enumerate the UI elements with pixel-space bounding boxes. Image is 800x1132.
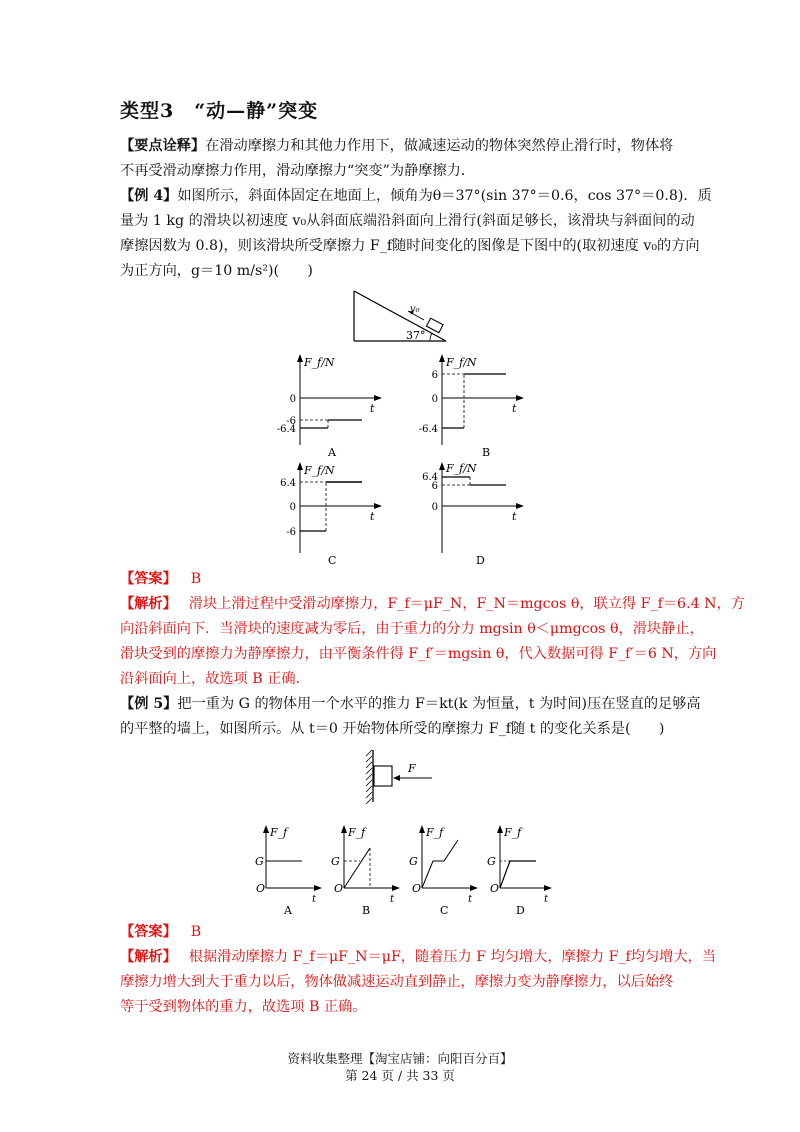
tick-label: 6.4	[280, 478, 296, 489]
tick-label: 6	[431, 481, 438, 492]
ex4-graph-d	[412, 458, 532, 570]
example-5-line2: 的平整的墙上，如图所示。从 t＝0 开始物体所受的摩擦力 F_f随 t 的变化关系是( )	[120, 721, 665, 737]
x-axis-arrow	[544, 885, 552, 891]
x-axis-label: t	[390, 894, 395, 905]
tick-label: 0	[431, 502, 438, 513]
force-arrowhead	[393, 775, 400, 781]
y-axis-label: F_f/N	[446, 462, 477, 475]
ex4-graph-a	[270, 350, 390, 462]
footer-source: 资料收集整理【淘宝店铺：向阳百分百】	[287, 1051, 513, 1066]
option-label: B	[362, 904, 371, 916]
tick-label: 6.4	[422, 472, 438, 483]
example-4-tag: 【例 4】	[120, 188, 178, 204]
origin-label: O	[334, 882, 344, 895]
tick-label: -6	[286, 527, 296, 538]
example-5-tag: 【例 5】	[120, 696, 178, 712]
analysis-line2: 向沿斜面向下．当滑块的速度减为零后，由于重力的分力 mgsin θ＜μmgcos θ，滑块静止，	[120, 621, 704, 637]
x-axis-arrow	[374, 503, 382, 509]
y-axis-arrow	[263, 825, 269, 833]
origin-label: O	[256, 882, 266, 895]
angle-arc	[430, 333, 432, 341]
y-axis-arrow	[439, 462, 445, 470]
answer-value: B	[190, 924, 202, 940]
example-5-line1: 把一重为 G 的物体用一个水平的推力 F＝kt(k 为恒量，t 为时间)压在竖直的足够高	[177, 696, 701, 712]
x-axis-label: t	[312, 894, 317, 905]
answer-tag: 【答案】	[120, 571, 177, 587]
y-axis-label: F_f/N	[446, 356, 477, 369]
wall-hatching	[366, 750, 372, 804]
tick-label: 6	[431, 370, 438, 381]
x-axis-label: t	[370, 510, 375, 523]
example-5-question	[120, 692, 701, 742]
force-label: F	[408, 762, 416, 775]
ex4-graph-b	[412, 350, 532, 462]
slider-block	[426, 318, 443, 333]
incline-slope	[354, 291, 446, 341]
x-axis-arrow	[392, 885, 400, 891]
option-label: A	[284, 904, 292, 916]
y-axis-label: F_f/N	[304, 356, 335, 369]
page-number: 第 24 页 / 共 33 页	[345, 1068, 455, 1083]
tick-label: -6.4	[276, 424, 296, 435]
object-block	[374, 766, 392, 786]
wall-figure	[360, 748, 450, 804]
x-axis-label: t	[512, 510, 517, 523]
key-point	[120, 134, 688, 184]
y-axis-arrow	[341, 825, 347, 833]
example-4-line2: 量为 1 kg 的滑块以初速度 v₀从斜面底端沿斜面向上滑行(斜面足够长，该滑块与斜面间的动	[120, 213, 695, 229]
origin-label: O	[412, 882, 422, 895]
option-label: A	[328, 446, 336, 459]
y-axis-label: F_f	[426, 826, 444, 839]
x-axis-arrow	[470, 885, 478, 891]
ex5-graph-a	[255, 825, 322, 916]
key-point-tag: 【要点诠释】	[120, 138, 206, 154]
option-label: D	[476, 554, 485, 567]
example-5-solution	[120, 920, 716, 1020]
page-footer	[0, 1050, 800, 1084]
y-axis-label: F_f	[270, 826, 288, 839]
analysis-line3: 等于受到物体的重力，故选项 B 正确。	[120, 999, 367, 1015]
option-label: D	[516, 904, 525, 916]
ex4-graph-c	[270, 458, 390, 570]
x-axis-arrow	[516, 503, 524, 509]
velocity-label: v₀	[410, 304, 420, 315]
key-point-line2: 不再受滑动摩擦力作用，滑动摩擦力“突变”为静摩擦力．	[120, 163, 476, 179]
analysis-tag: 【解析】	[120, 949, 177, 965]
tick-label: 0	[289, 502, 296, 513]
tick-label: -6.4	[418, 424, 438, 435]
analysis-line2: 摩擦力增大到大于重力以后，物体做减速运动直到静止，摩擦力变为静摩擦力，以后始终	[120, 974, 674, 990]
example-4-question	[120, 184, 712, 284]
y-axis-label: F_f	[504, 826, 522, 839]
option-label: B	[482, 446, 491, 459]
example-4-solution	[120, 567, 745, 692]
answer-value: B	[190, 571, 202, 587]
angle-label: 37°	[406, 329, 426, 342]
plot-line	[422, 840, 458, 888]
x-axis-label: t	[512, 402, 517, 415]
tick-label: 0	[431, 394, 438, 405]
x-axis-label: t	[544, 894, 549, 905]
y-axis-label: F_f/N	[304, 464, 335, 477]
g-label: G	[487, 855, 496, 868]
x-axis-arrow	[314, 885, 322, 891]
plot-line	[344, 848, 370, 888]
analysis-line4: 沿斜面向上，故选项 B 正确．	[120, 671, 310, 687]
plot-line	[500, 861, 536, 888]
y-axis-arrow	[297, 354, 303, 362]
example-4-line4: 为正方向，g＝10 m/s²)( )	[120, 263, 313, 279]
y-axis-arrow	[419, 825, 425, 833]
y-axis-label: F_f	[348, 826, 366, 839]
tick-label: -6	[286, 416, 296, 427]
example-4-line3: 摩擦因数为 0.8)，则该滑块所受摩擦力 F_f随时间变化的图像是下图中的(取初速度 v₀的方向	[120, 238, 700, 254]
ex5-graph-d	[487, 825, 552, 916]
answer-tag: 【答案】	[120, 924, 177, 940]
ex5-graph-b	[331, 825, 400, 916]
g-label: G	[409, 855, 418, 868]
y-axis-arrow	[439, 354, 445, 362]
x-axis-label: t	[468, 894, 473, 905]
analysis-tag: 【解析】	[120, 596, 177, 612]
x-axis-arrow	[516, 395, 524, 401]
ex5-graph-c	[409, 825, 478, 916]
x-axis-label: t	[370, 402, 375, 415]
option-label: C	[328, 554, 337, 567]
analysis-line1: 根据滑动摩擦力 F_f＝μF_N＝μF，随着压力 F 均匀增大，摩擦力 F_f均匀增大，当	[188, 949, 716, 965]
key-point-line1: 在滑动摩擦力和其他力作用下，做减速运动的物体突然停止滑行时，物体将	[205, 138, 674, 154]
section-title: 类型3 “动—静”突变	[120, 100, 319, 122]
y-axis-arrow	[497, 825, 503, 833]
origin-label: O	[490, 882, 500, 895]
incline-figure	[350, 287, 460, 347]
ex5-graphs	[248, 820, 558, 916]
example-4-line1: 如图所示，斜面体固定在地面上，倾角为θ＝37°(sin 37°＝0.6，cos 37°＝0.8)．质	[177, 188, 712, 204]
g-label: G	[255, 855, 264, 868]
g-label: G	[331, 855, 340, 868]
analysis-line3: 滑块受到的摩擦力为静摩擦力，由平衡条件得 F_f′＝mgsin θ，代入数据可得 F_f′＝6 N，方向	[120, 646, 717, 662]
x-axis-arrow	[374, 395, 382, 401]
tick-label: 0	[289, 394, 296, 405]
analysis-line1: 滑块上滑过程中受滑动摩擦力，F_f＝μF_N，F_N＝mgcos θ，联立得 F_f＝6.4 N，方	[188, 596, 745, 612]
option-label: C	[440, 904, 449, 916]
y-axis-arrow	[297, 462, 303, 470]
